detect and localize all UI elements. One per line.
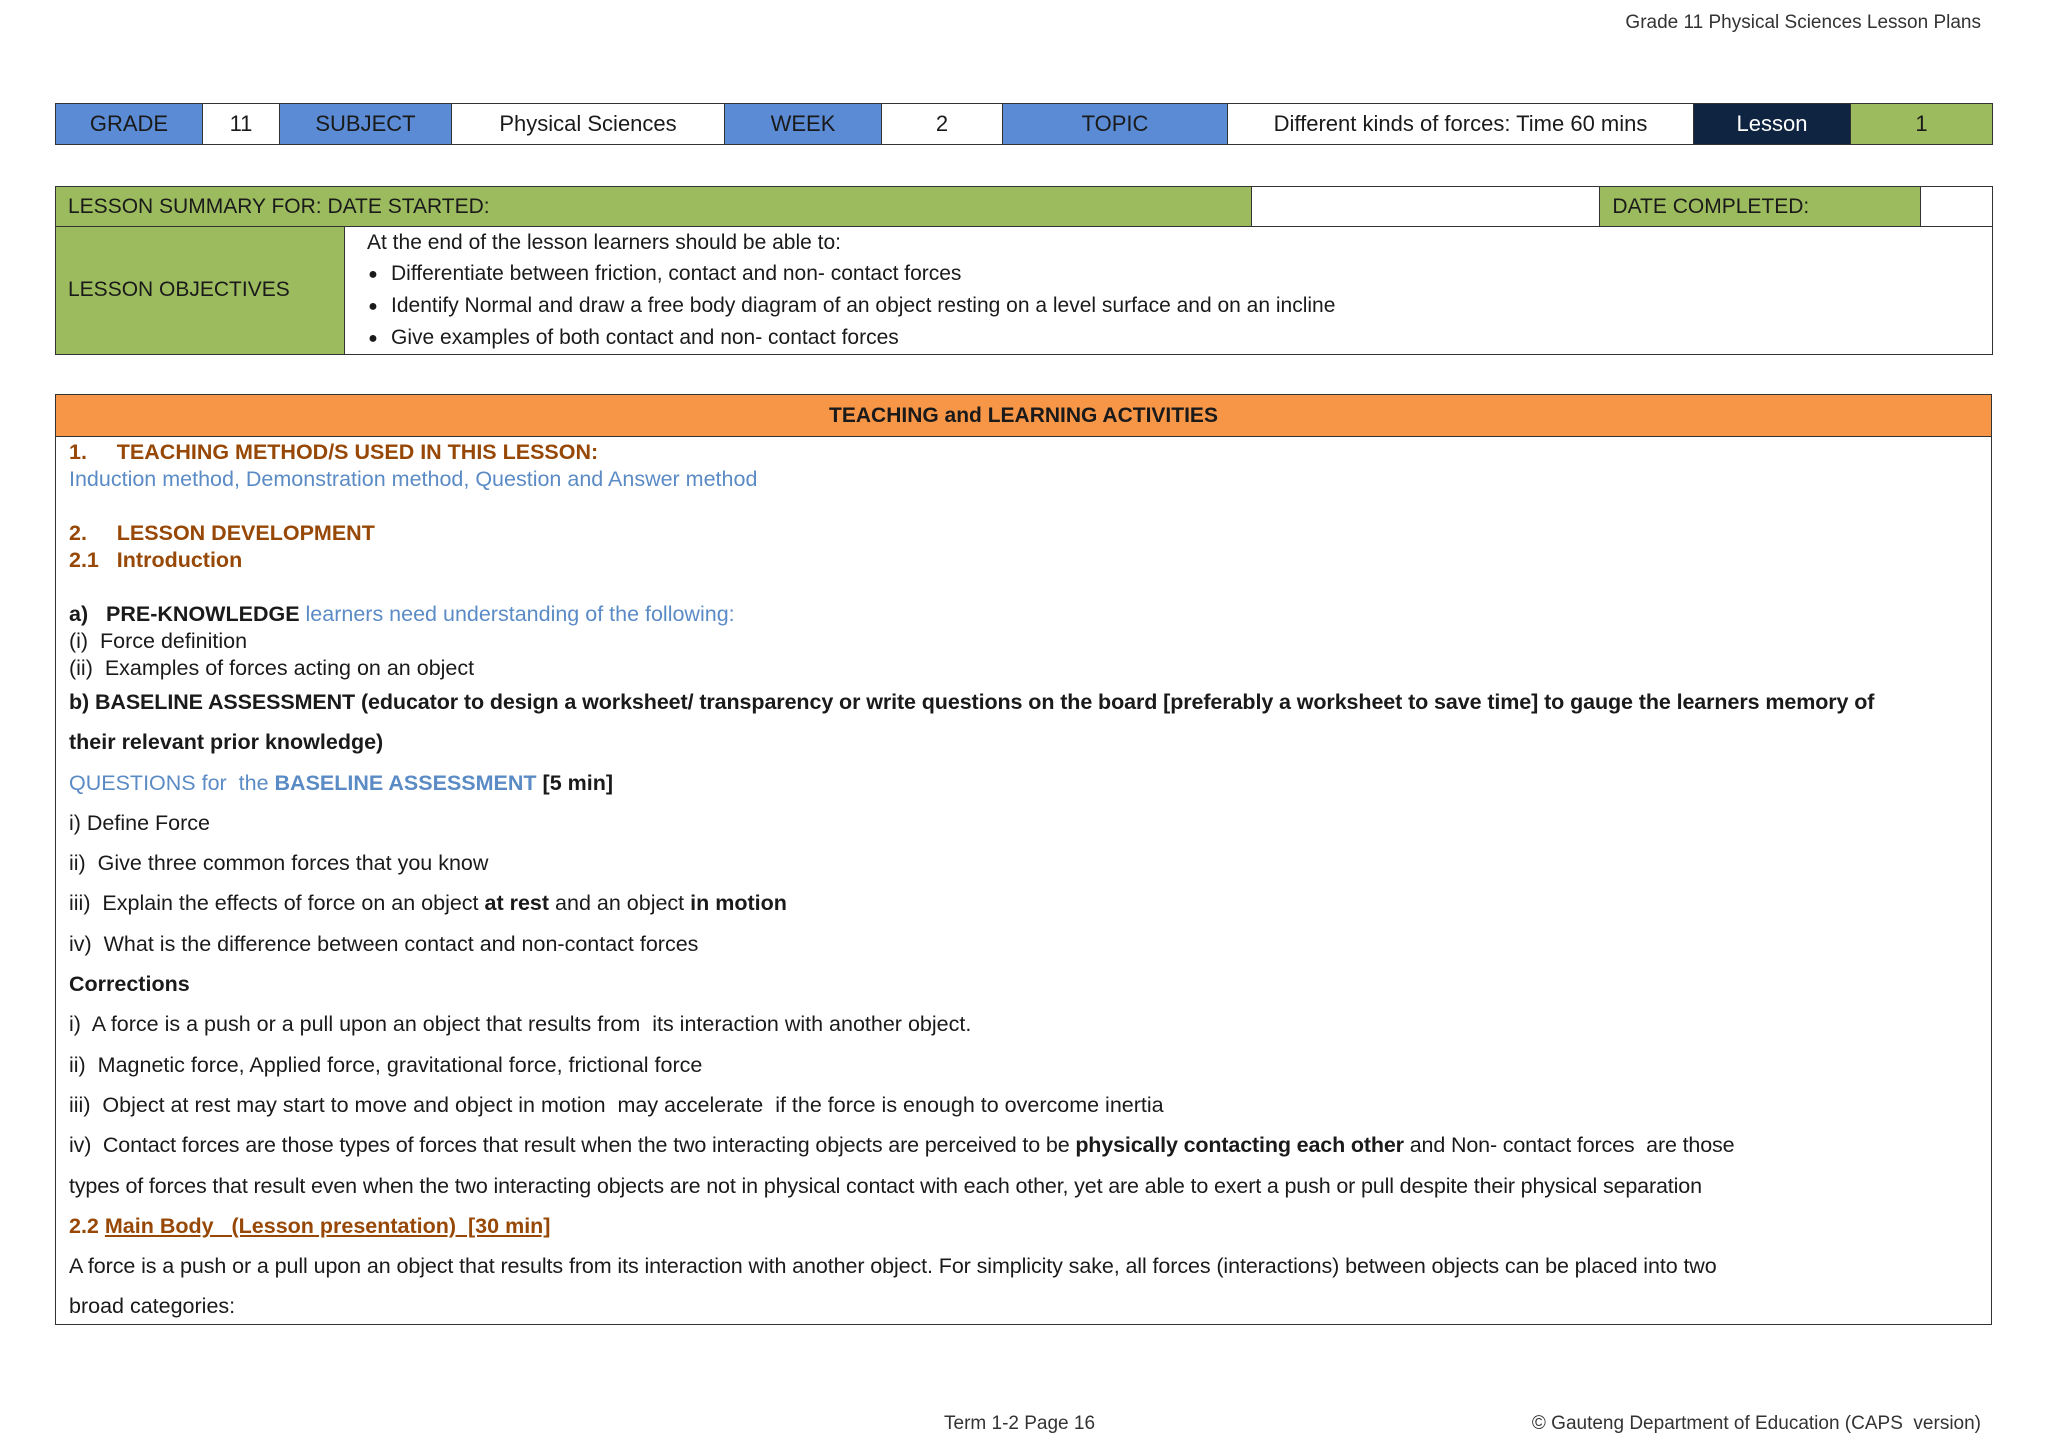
questions-heading [69,763,1978,803]
grade-label: GRADE [56,104,203,145]
section-2-heading: 2. LESSON DEVELOPMENT [69,521,375,545]
date-completed-value[interactable] [1921,187,1993,227]
objective-item: ● Give examples of both contact and non- contact forces [355,322,1980,354]
questions-prefix: QUESTIONS for the [69,770,269,795]
topic-value: Different kinds of forces: Time 60 mins [1228,104,1694,145]
lesson-label: Lesson [1694,104,1851,145]
baseline-assessment-line-1: b) BASELINE ASSESSMENT (educator to design a worksheet/ transparency or write questions on the board [preferably a worksheet to save time] to gauge the learners memory of [69,690,1875,714]
date-started-label: LESSON SUMMARY FOR: DATE STARTED: [56,187,1252,227]
topic-label: TOPIC [1003,104,1228,145]
document-header-title: Grade 11 Physical Sciences Lesson Plans [1625,12,1981,33]
lesson-info-bar [55,103,1993,145]
activities-title: TEACHING and LEARNING ACTIVITIES [56,395,1991,437]
footer-page-number: Term 1-2 Page 16 [944,1413,1096,1434]
bullet-icon: ● [368,265,378,283]
pre-knowledge-text: learners need understanding of the following: [305,602,735,626]
lesson-value: 1 [1851,104,1993,145]
main-body-line-1: A force is a push or a pull upon an object that results from its interaction with another object. For simplicity sake, all forces (interactions) between objects can be placed into two [69,1254,1717,1279]
bullet-icon: ● [368,329,378,347]
question-3: iii) Explain the effects of force on an object at rest and an object in motion [69,891,787,916]
objective-item: ● Identify Normal and draw a free body diagram of an object resting on a level surface and on an incline [355,290,1980,322]
teaching-methods: Induction method, Demonstration method, Question and Answer method [69,467,758,491]
objectives-label: LESSON OBJECTIVES [56,227,345,355]
section-2-2-title: Main Body (Lesson presentation) [30 min] [104,1213,551,1238]
question-2: ii) Give three common forces that you know [69,851,489,876]
grade-value: 11 [203,104,280,145]
baseline-assessment-line-2: their relevant prior knowledge) [69,730,384,755]
corrections-label: Corrections [69,972,190,997]
section-2-1-heading: 2.1 Introduction [69,548,243,572]
correction-2: ii) Magnetic force, Applied force, gravitational force, frictional force [69,1052,703,1077]
question-1: i) Define Force [69,810,210,835]
correction-3: iii) Object at rest may start to move and object in motion may accelerate if the force is enough to overcome inertia [69,1092,1164,1117]
objectives-cell [345,227,1993,355]
date-started-value[interactable] [1252,187,1600,227]
question-4: iv) What is the difference between contact and non-contact forces [69,931,699,956]
section-1-heading: 1. TEACHING METHOD/S USED IN THIS LESSON: [69,440,599,464]
correction-4-cont: types of forces that result even when the two interacting objects are not in physical contact with each other, yet are able to exert a push or pull despite their physical separation [69,1173,1702,1198]
questions-bold: BASELINE ASSESSMENT [274,770,537,795]
subject-value: Physical Sciences [452,104,725,145]
correction-4: iv) Contact forces are those types of forces that result when the two interacting objects are perceived to be physically contacting each other and Non- contact forces are those [69,1133,1735,1158]
teaching-activities-box [55,394,1992,1325]
footer-copyright: © Gauteng Department of Education (CAPS version) [1531,1413,1981,1434]
date-completed-label: DATE COMPLETED: [1600,187,1921,227]
pre-knowledge-item: (i) Force definition [69,629,248,653]
objective-item: ● Differentiate between friction, contact and non- contact forces [355,258,1980,290]
pre-knowledge-label: a) PRE-KNOWLEDGE [69,602,300,626]
main-body-line-2: broad categories: [69,1294,236,1319]
subject-label: SUBJECT [280,104,452,145]
section-2-2-heading [69,1206,1978,1246]
objectives-intro: At the end of the lesson learners should be able to: [367,231,841,254]
week-label: WEEK [725,104,882,145]
section-2-2-number: 2.2 [69,1213,99,1238]
pre-knowledge-line [69,601,1978,628]
week-value: 2 [882,104,1003,145]
bullet-icon: ● [368,297,378,315]
correction-1: i) A force is a push or a pull upon an object that results from its interaction with another object. [69,1012,972,1037]
pre-knowledge-item: (ii) Examples of forces acting on an object [69,656,475,680]
questions-time: [5 min] [542,770,614,795]
lesson-summary-table [55,186,1993,355]
